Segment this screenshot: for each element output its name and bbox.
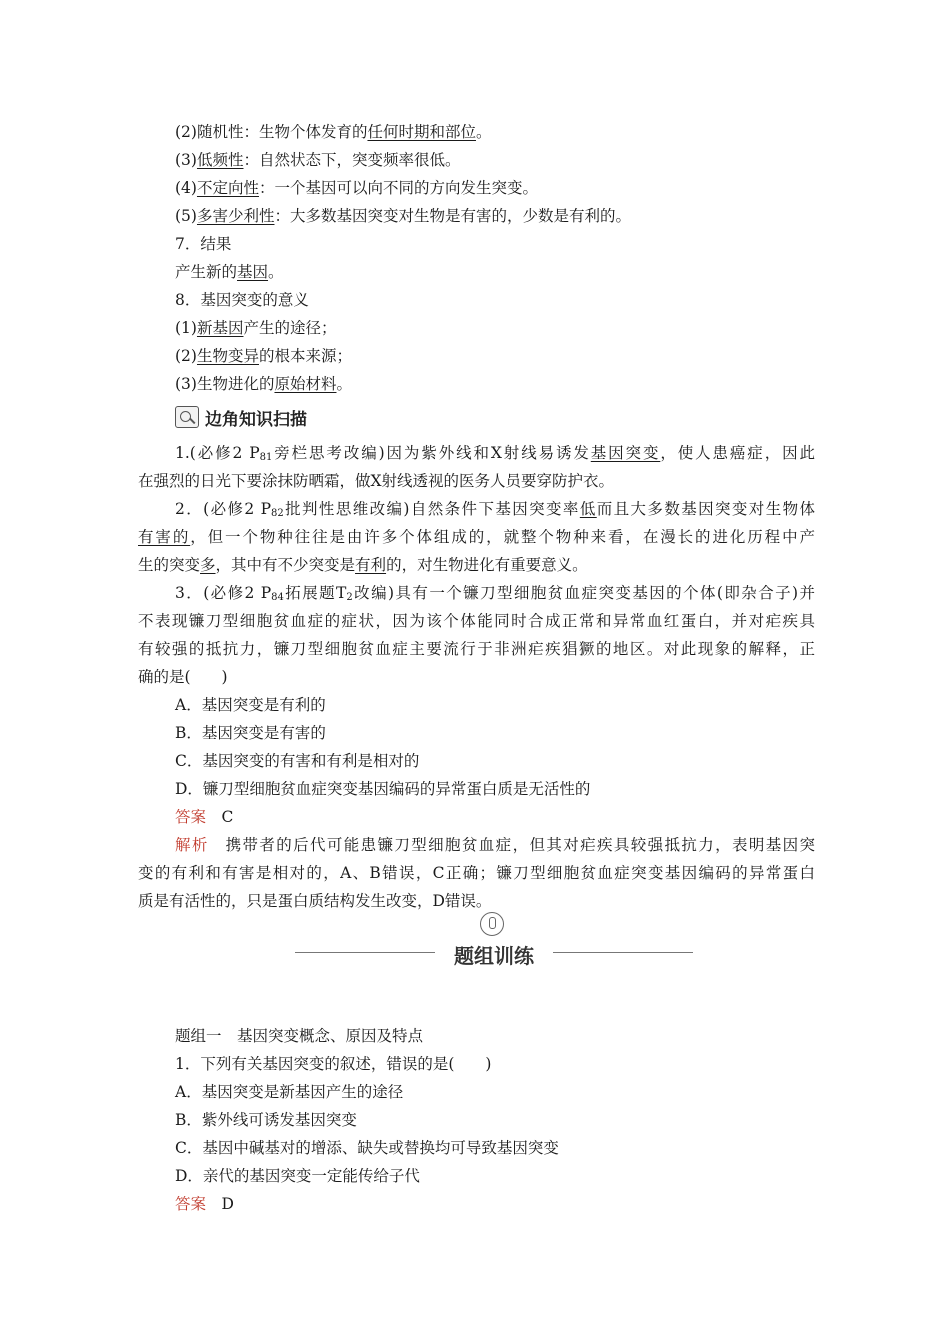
corner-q3-line-1: 3．(必修2 $P_{84}$拓展题$T_2$改编)具有一个镰刀型细胞贫血症突变基因的个体(即杂合子)并 — [175, 584, 815, 603]
corner-option-d: D．镰刀型细胞贫血症突变基因编码的异常蛋白质是无活性的 — [175, 780, 591, 798]
group-title: 题组一 基因突变概念、原因及特点 — [175, 1027, 424, 1045]
corner-option-b: B．基因突变是有害的 — [175, 724, 326, 742]
corner-option-a: A．基因突变是有利的 — [175, 696, 326, 714]
feature-mostly-harmful: (5)多害少利性：大多数基因突变对生物是有害的，少数是有利的。 — [175, 207, 631, 225]
corner-q2-line-2: 有害的，但一个物种往往是由许多个体组成的，就整个物种来看，在漫长的进化历程中产 — [138, 528, 815, 546]
divider-rule-right — [553, 952, 693, 953]
corner-q2-line-1: 2．(必修2 $P_{82}$批判性思维改编)自然条件下基因突变率低而且大多数基因突变对生物体 — [175, 500, 815, 519]
corner-analysis-line-3: 质是有活性的，只是蛋白质结构发生改变，D错误。 — [138, 892, 492, 910]
corner-q3-line-4: 确的是( ) — [138, 668, 228, 686]
feature-low-frequency: (3)低频性：自然状态下，突变频率很低。 — [175, 151, 461, 169]
corner-q1-line-2: 在强烈的日光下要涂抹防晒霜，做X射线透视的医务人员要穿防护衣。 — [138, 472, 615, 490]
feature-undirected: (4)不定向性：一个基因可以向不同的方向发生突变。 — [175, 179, 538, 197]
corner-q3-line-3: 有较强的抵抗力，镰刀型细胞贫血症主要流行于非洲疟疾猖獗的地区。对此现象的解释，正 — [138, 640, 815, 658]
training-q1-stem: 1．下列有关基因突变的叙述，错误的是( ) — [175, 1055, 492, 1073]
corner-knowledge-heading: 边角知识扫描 — [175, 402, 307, 432]
section-heading-result: 7．结果 — [175, 235, 232, 253]
corner-analysis-line-2: 变的有利和有害是相对的，A、B错误，C正确；镰刀型细胞贫血症突变基因编码的异常蛋白 — [138, 864, 815, 882]
answer-value: D — [221, 1195, 234, 1213]
corner-q1-line-1: 1.(必修2 $P_{81}$旁栏思考改编)因为紫外线和X射线易诱发基因突变，使人患癌症，因此 — [175, 444, 815, 463]
answer-label: 答案 — [175, 808, 207, 826]
corner-q2-line-3: 生的突变多，其中有不少突变是有利的，对生物进化有重要意义。 — [138, 556, 588, 574]
training-option-a: A．基因突变是新基因产生的途径 — [175, 1083, 404, 1101]
training-option-c: C．基因中碱基对的增添、缺失或替换均可导致基因突变 — [175, 1139, 559, 1157]
significance-item-3: (3)生物进化的原始材料。 — [175, 375, 352, 393]
corner-option-c: C．基因突变的有害和有利是相对的 — [175, 752, 420, 770]
result-text: 产生新的基因。 — [175, 263, 284, 281]
corner-answer — [175, 807, 233, 827]
answer-label: 答案 — [175, 1195, 207, 1213]
analysis-label: 解析 — [175, 836, 209, 854]
training-answer — [175, 1194, 234, 1214]
training-divider — [295, 912, 693, 972]
keyhole-badge-icon — [480, 912, 504, 936]
feature-randomness: (2)随机性：生物个体发育的任何时期和部位。 — [175, 123, 492, 141]
corner-q3-line-2: 不表现镰刀型细胞贫血症的症状，因为该个体能同时合成正常和异常血红蛋白，并对疟疾具 — [138, 612, 815, 630]
section-heading-significance: 8．基因突变的意义 — [175, 291, 309, 309]
training-option-d: D．亲代的基因突变一定能传给子代 — [175, 1167, 420, 1185]
training-option-b: B．紫外线可诱发基因突变 — [175, 1111, 357, 1129]
magnifier-icon — [175, 406, 199, 428]
divider-rule-left — [295, 952, 435, 953]
answer-value: C — [221, 808, 234, 826]
training-heading: 题组训练 — [454, 944, 534, 968]
significance-item-1: (1)新基因产生的途径； — [175, 319, 337, 337]
significance-item-2: (2)生物变异的根本来源； — [175, 347, 352, 365]
corner-analysis-line-1: 解析 携带者的后代可能患镰刀型细胞贫血症，但其对疟疾具较强抵抗力，表明基因突 — [175, 836, 815, 854]
